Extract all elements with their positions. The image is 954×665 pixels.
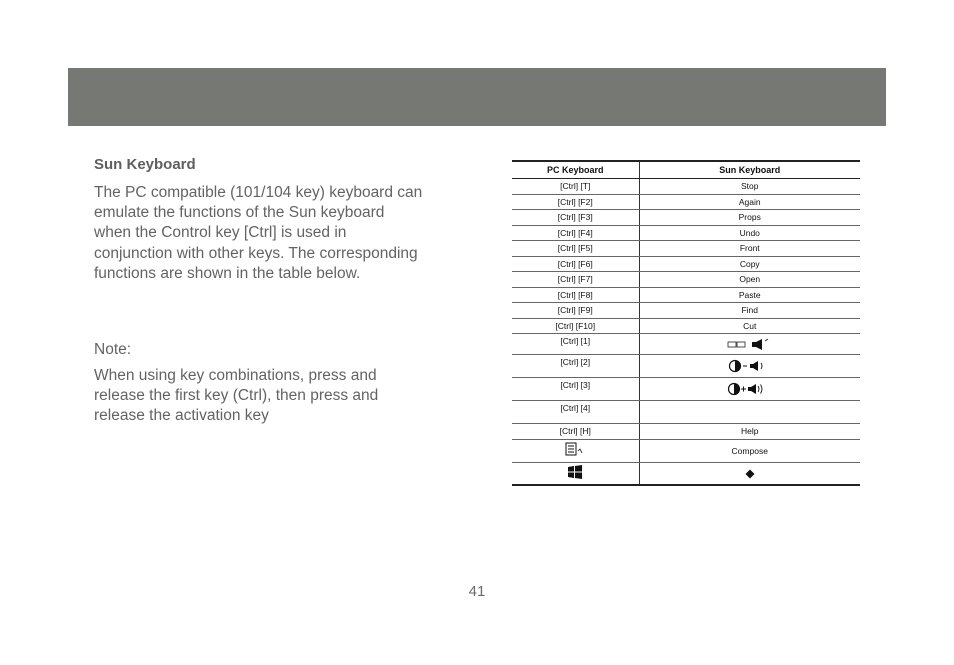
sun-key-cell: Find [639, 303, 860, 319]
table-row [512, 424, 860, 440]
pc-key-cell: [Ctrl] [F8] [512, 287, 639, 303]
header-band [68, 68, 886, 126]
header-sun-keyboard: Sun Keyboard [639, 161, 860, 179]
sun-key-cell: Copy [639, 256, 860, 272]
table-row [512, 194, 860, 210]
pc-key-cell: [Ctrl] [F2] [512, 194, 639, 210]
note-paragraph: When using key combinations, press and release the first key (Ctrl), then press and release the activation key [94, 367, 379, 425]
table-row [512, 318, 860, 334]
pc-key-cell: [Ctrl] [F5] [512, 241, 639, 257]
pc-key-cell: [Ctrl] [T] [512, 179, 639, 195]
sun-key-cell: Front [639, 241, 860, 257]
table-row [512, 401, 860, 424]
table-row [512, 287, 860, 303]
sun-key-cell: Props [639, 210, 860, 226]
table-row [512, 272, 860, 288]
table-row [512, 334, 860, 355]
pc-key-cell: [Ctrl] [F3] [512, 210, 639, 226]
intro-paragraph: The PC compatible (101/104 key) keyboard can emulate the functions of the Sun keyboard when the Control key [Ctrl] is used in conjunction with other keys. The corresponding functions are shown in the table below. [94, 184, 423, 282]
pc-key-cell: [Ctrl] [1] [512, 334, 639, 355]
note-label: Note: [94, 341, 132, 358]
sun-key-cell: Open [639, 272, 860, 288]
sun-key-cell [639, 462, 860, 485]
table-row [512, 439, 860, 462]
table-row [512, 256, 860, 272]
table-row [512, 179, 860, 195]
mute-speaker-icon [727, 338, 773, 350]
sun-key-cell: Paste [639, 287, 860, 303]
page-number: 41 [468, 583, 486, 600]
table-row [512, 355, 860, 378]
pc-key-cell: [Ctrl] [4] [512, 401, 639, 424]
table-row [512, 225, 860, 241]
pc-key-cell: [Ctrl] [3] [512, 378, 639, 401]
pc-key-cell: [Ctrl] [F9] [512, 303, 639, 319]
diamond-icon [745, 469, 755, 479]
sun-key-cell: Help [639, 424, 860, 440]
volume-down-icon [728, 359, 772, 373]
sun-key-cell: Compose [639, 439, 860, 462]
sun-key-cell: Undo [639, 225, 860, 241]
table-row [512, 462, 860, 485]
table-header-row [512, 161, 860, 179]
table-row [512, 303, 860, 319]
header-pc-keyboard: PC Keyboard [512, 161, 639, 179]
windows-key-icon [567, 465, 583, 479]
sun-key-cell: Again [639, 194, 860, 210]
sun-key-cell: Stop [639, 179, 860, 195]
pc-key-cell: [Ctrl] [F10] [512, 318, 639, 334]
pc-key-cell [512, 439, 639, 462]
sun-key-cell [639, 401, 860, 424]
pc-key-cell [512, 462, 639, 485]
pc-key-cell: [Ctrl] [F4] [512, 225, 639, 241]
table-row [512, 241, 860, 257]
sun-key-cell [639, 378, 860, 401]
sun-key-cell [639, 355, 860, 378]
sun-key-cell: Cut [639, 318, 860, 334]
menu-key-icon [565, 442, 585, 456]
pc-key-cell: [Ctrl] [H] [512, 424, 639, 440]
pc-key-cell: [Ctrl] [F7] [512, 272, 639, 288]
volume-up-icon [727, 382, 773, 396]
sun-key-cell [639, 334, 860, 355]
pc-key-cell: [Ctrl] [F6] [512, 256, 639, 272]
power-moon-icon [744, 405, 756, 419]
keyboard-mapping-table [512, 160, 860, 486]
section-title: Sun Keyboard [94, 156, 196, 173]
table-row [512, 210, 860, 226]
table-row [512, 378, 860, 401]
pc-key-cell: [Ctrl] [2] [512, 355, 639, 378]
